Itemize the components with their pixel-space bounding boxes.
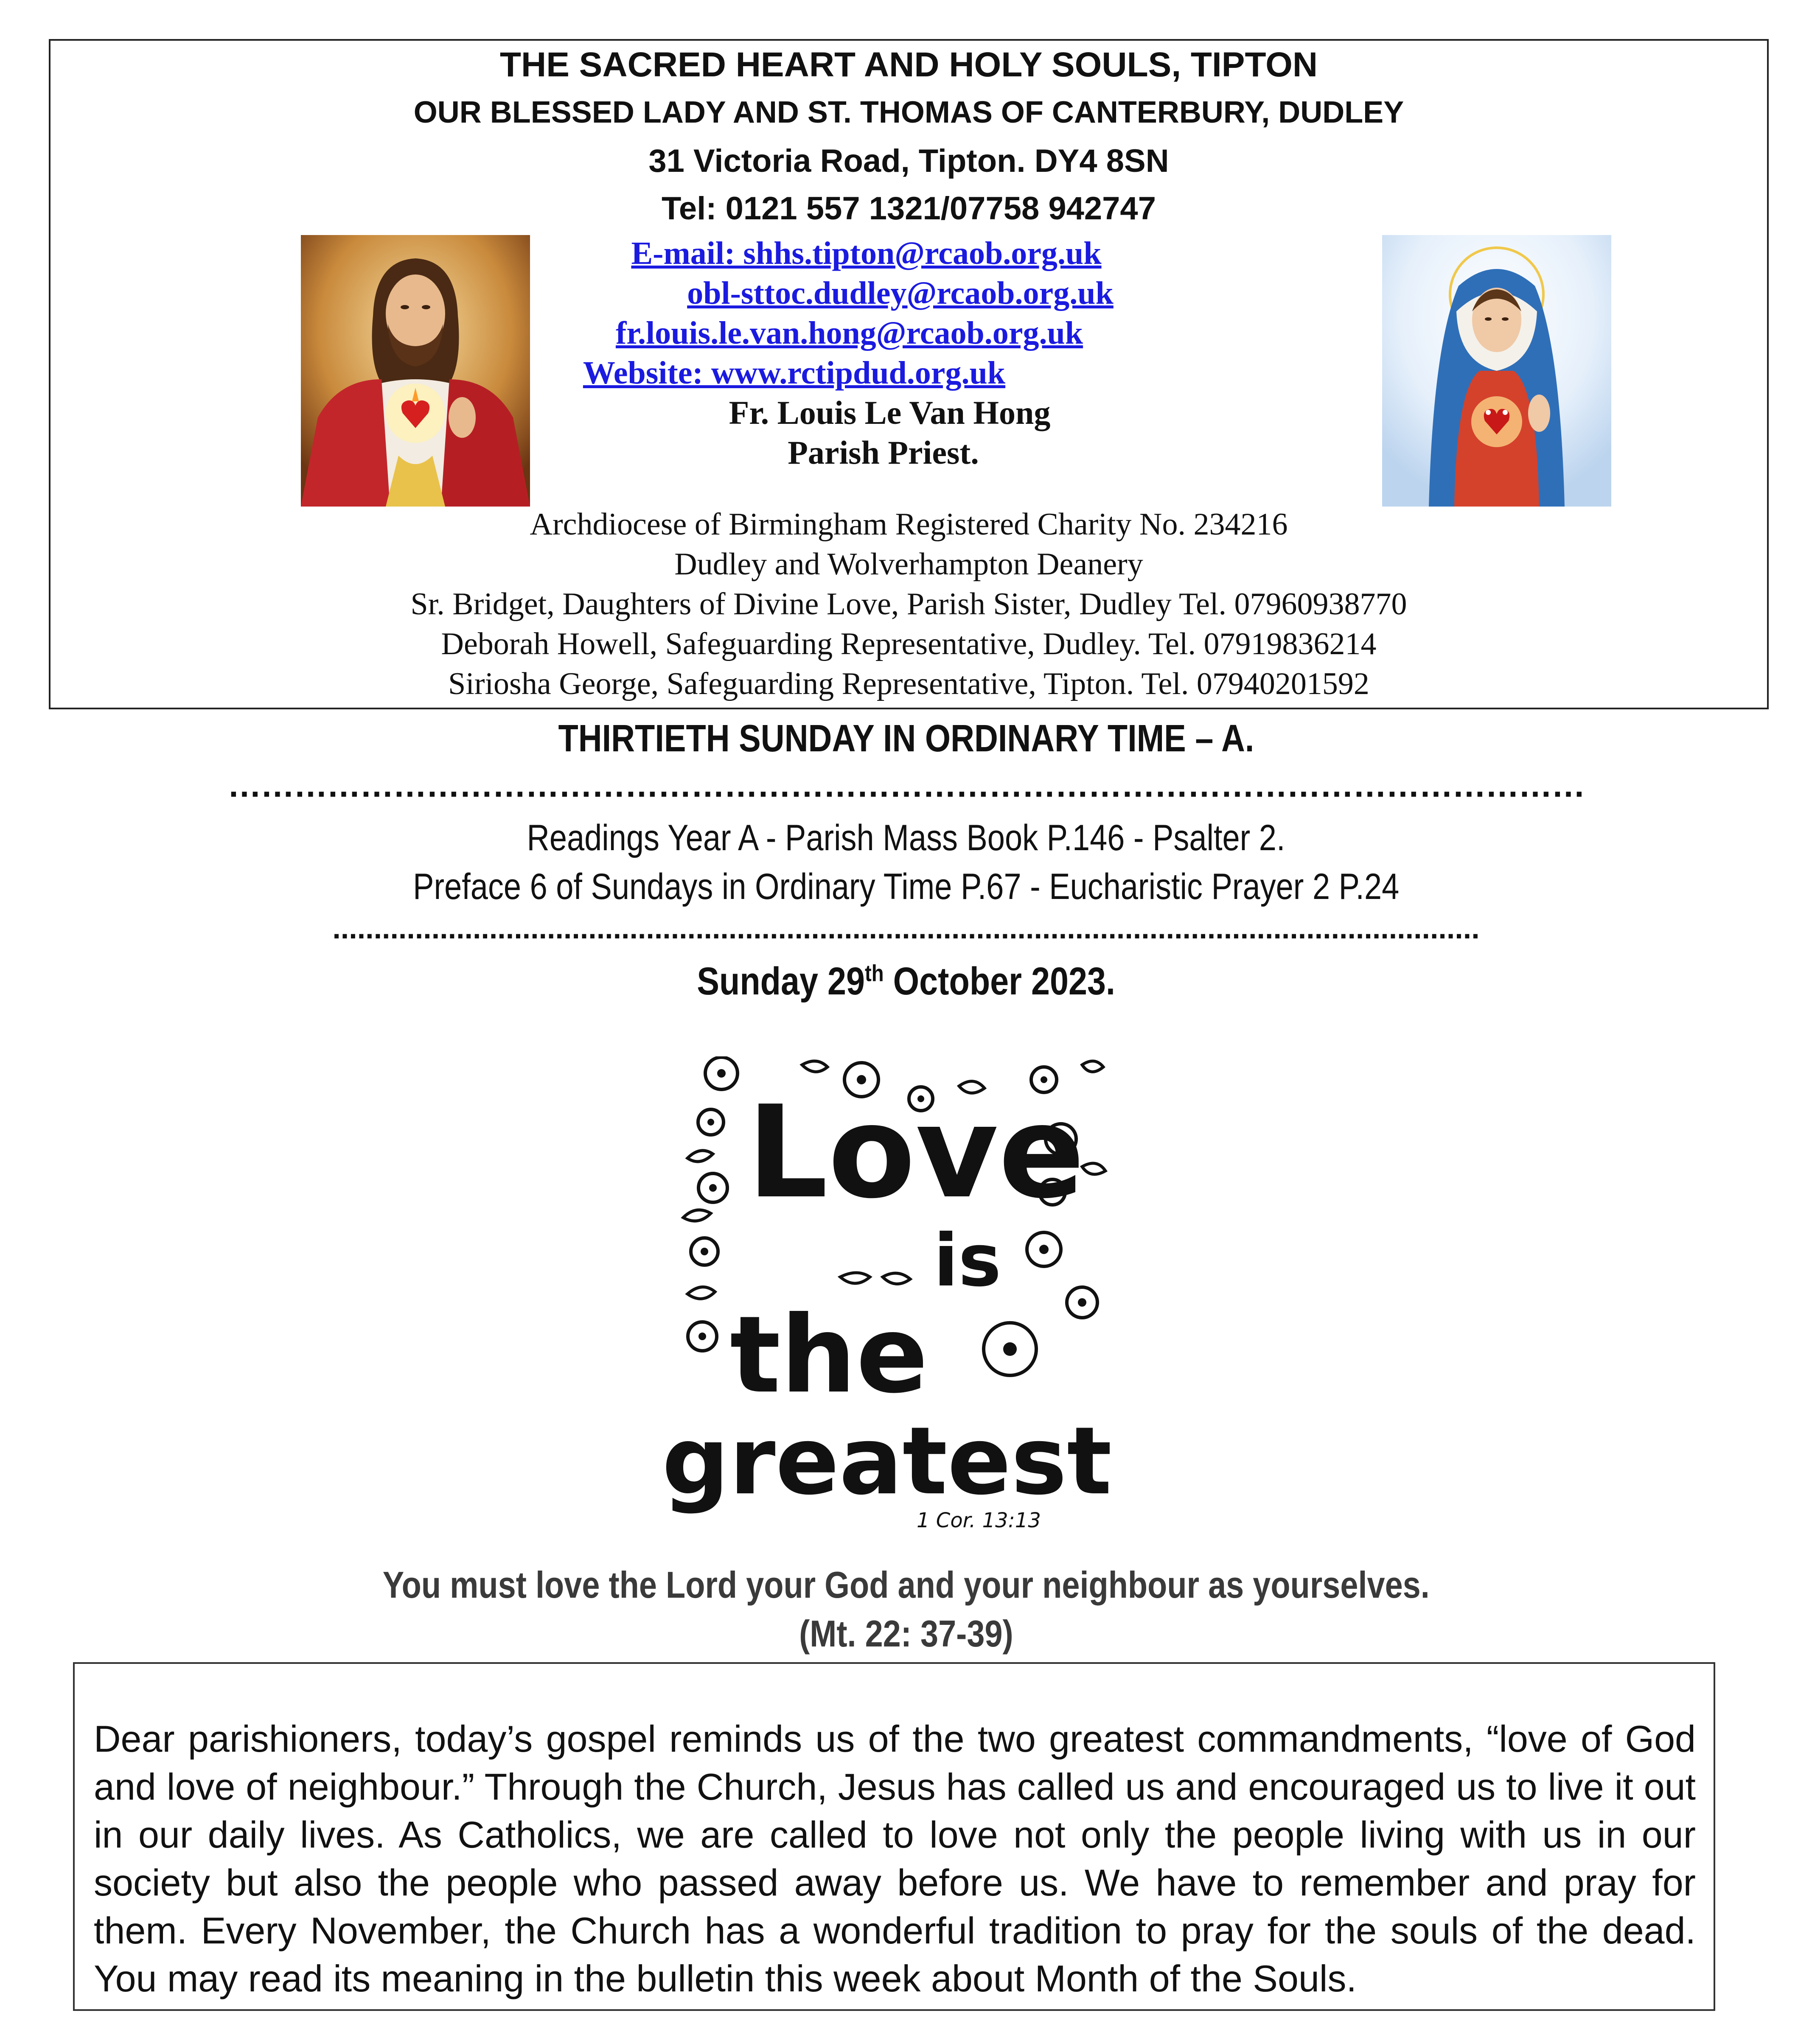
- parish-sister: Sr. Bridget, Daughters of Divine Love, Parish Sister, Dudley Tel. 07960938770: [410, 587, 1407, 622]
- sunday-date: Sunday 29th October 2023.: [697, 960, 1115, 1003]
- dotted-separator-bottom: ...........................................................................................................................................: [332, 912, 1480, 945]
- readings-info: Readings Year A - Parish Mass Book P.146 - Psalter 2.: [527, 818, 1285, 858]
- parish-address: 31 Victoria Road, Tipton. DY4 8SN: [648, 143, 1169, 179]
- parish-name-tipton: THE SACRED HEART AND HOLY SOULS, TIPTON: [499, 45, 1318, 84]
- artwork-word-is: is: [934, 1219, 1001, 1303]
- pastoral-message-box: [73, 1662, 1715, 2011]
- artwork-word-the: the: [730, 1293, 928, 1417]
- immaculate-heart-mary-image: [1382, 235, 1611, 507]
- email-dudley-link[interactable]: obl-sttoc.dudley@rcaob.org.uk: [687, 275, 1114, 311]
- priest-title: Parish Priest.: [788, 434, 979, 471]
- sunday-title: THIRTIETH SUNDAY IN ORDINARY TIME – A.: [558, 717, 1254, 760]
- website-link[interactable]: Website: www.rctipdud.org.uk: [583, 355, 1006, 391]
- priest-name: Fr. Louis Le Van Hong: [729, 394, 1051, 431]
- deanery: Dudley and Wolverhampton Deanery: [674, 547, 1143, 582]
- dotted-separator-top: ……………………………………………………………………………………………………………: [227, 766, 1585, 804]
- safeguarding-tipton: Siriosha George, Safeguarding Representative, Tipton. Tel. 07940201592: [448, 666, 1369, 701]
- love-is-the-greatest-artwork: [662, 1056, 1120, 1540]
- email-tipton-link[interactable]: E-mail: shhs.tipton@rcaob.org.uk: [631, 235, 1102, 271]
- parish-header: [49, 39, 1769, 709]
- charity-number: Archdiocese of Birmingham Registered Charity No. 234216: [530, 507, 1288, 542]
- sacred-heart-jesus-image: [301, 235, 530, 507]
- safeguarding-dudley: Deborah Howell, Safeguarding Representative, Dudley. Tel. 07919836214: [441, 627, 1377, 661]
- email-priest-link[interactable]: fr.louis.le.van.hong@rcaob.org.uk: [615, 315, 1083, 351]
- scripture-quote: You must love the Lord your God and your neighbour as yourselves.: [382, 1564, 1430, 1606]
- preface-info: Preface 6 of Sundays in Ordinary Time P.67 - Eucharistic Prayer 2 P.24: [412, 866, 1400, 907]
- parish-telephone: Tel: 0121 557 1321/07758 942747: [662, 190, 1156, 227]
- artwork-word-greatest: greatest: [662, 1407, 1112, 1515]
- pastoral-message-text: Dear parishioners, today’s gospel reminds us of the two greatest commandments, “love of God and love of neighbour.” Through the Church, Jesus has called us and encouraged us to live it out in our daily lives. As Catholics, we are called to love not only the people living with us in our society but also the people who passed away before us. We have to remember and pray for them. Every November, the Church has a wonderful tradition to pray for the souls of the dead. You may read its meaning in the bulletin this week about Month of the Souls.: [94, 1718, 1696, 1999]
- parish-name-dudley: OUR BLESSED LADY AND ST. THOMAS OF CANTERBURY, DUDLEY: [413, 95, 1404, 129]
- artwork-reference: 1 Cor. 13:13: [917, 1509, 1041, 1532]
- artwork-word-love: Love: [747, 1078, 1085, 1226]
- scripture-citation: (Mt. 22: 37-39): [799, 1613, 1013, 1655]
